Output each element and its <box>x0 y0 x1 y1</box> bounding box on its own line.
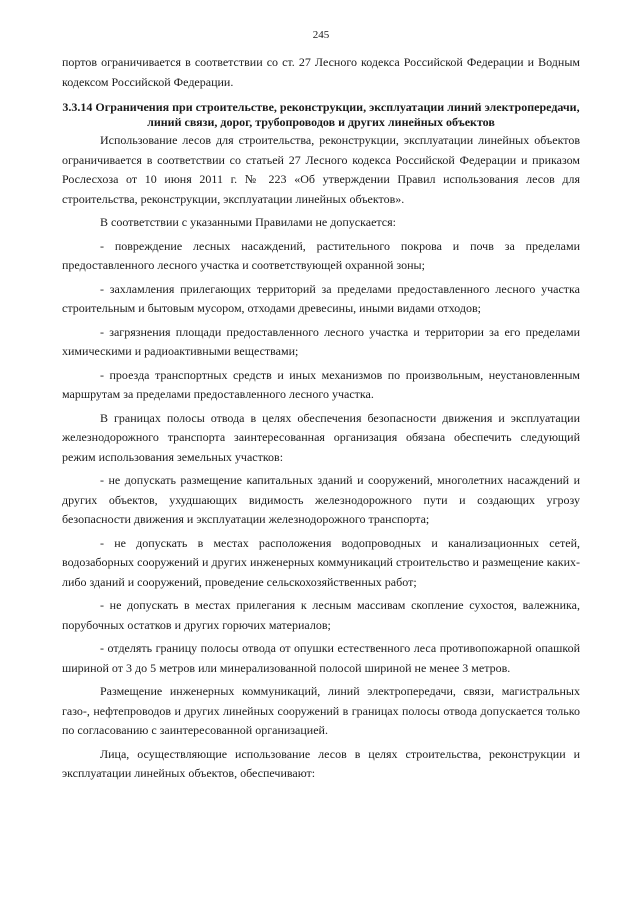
paragraph: Размещение инженерных коммуникаций, линий электропередачи, связи, магистральных газо-, нефтепроводов и других линейных сооружений в границах полосы отвода допускается только по согласованию с заинтересованной организацией. <box>62 684 580 737</box>
list-item: - проезда транспортных средств и иных механизмов по произвольным, неустановленным маршрутам за пределами предоставленного лесного участка. <box>62 367 580 401</box>
paragraph: В соответствии с указанными Правилами не допускается: <box>100 215 396 229</box>
list-item: - загрязнения площади предоставленного лесного участка и территории за его пределами химическими и радиоактивными веществами; <box>62 324 580 358</box>
paragraph: Лица, осуществляющие использование лесов в целях строительства, реконструкции и эксплуатации линейных объектов, обеспечивают: <box>62 746 580 780</box>
paragraph: Использование лесов для строительства, реконструкции, эксплуатации линейных объектов ограничивается в соответствии со статьей 27 Лесного кодекса Российской Федерации и приказом Рослесхоза от 10 июня 2011 г. № 223 «Об утверждении Правил использования лесов для строительства, реконструкции, эксплуатации линейных объектов». <box>62 133 580 206</box>
paragraph: В границах полосы отвода в целях обеспечения безопасности движения и эксплуатации железнодорожного транспорта заинтересованная организация обязана обеспечить следующий режим использования земельных участков: <box>62 410 580 464</box>
page-number: 245 <box>312 29 330 41</box>
list-item: - повреждение лесных насаждений, растительного покрова и почв за пределами предоставленного лесного участка и соответствующей охранной зоны; <box>62 238 580 272</box>
list-item: - не допускать размещение капитальных зданий и сооружений, многолетних насаждений и других объектов, ухудшающих видимость железнодорожного пути и создающих угрозу безопасности движения и эксплуатации железнодорожного транспорта; <box>62 473 580 526</box>
intro-continuation: портов ограничивается в соответствии со ст. 27 Лесного кодекса Российской Федерации и Водным кодексом Российской Федерации. <box>62 55 580 89</box>
list-item: - захламления прилегающих территорий за пределами предоставленного лесного участка строительным и бытовым мусором, отходами древесины, иными видами отходов; <box>62 281 580 315</box>
section-heading: 3.3.14 Ограничения при строительстве, реконструкции, эксплуатации линий электропередачи, линий связи, дорог, трубопроводов и других линейных объектов <box>62 100 580 129</box>
page-content <box>62 53 580 788</box>
list-item: - не допускать в местах расположения водопроводных и канализационных сетей, водозаборных сооружений и других инженерных коммуникаций строительство и размещение каких-либо зданий и сооружений, проведение сельскохозяйственных работ; <box>62 535 580 589</box>
list-item: - отделять границу полосы отвода от опушки естественного леса противопожарной опашкой шириной от 3 до 5 метров или минерализованной полосой шириной не менее 3 метров. <box>62 641 580 675</box>
list-item: - не допускать в местах прилегания к лесным массивам скопление сухостоя, валежника, порубочных остатков и других горючих материалов; <box>62 598 580 632</box>
